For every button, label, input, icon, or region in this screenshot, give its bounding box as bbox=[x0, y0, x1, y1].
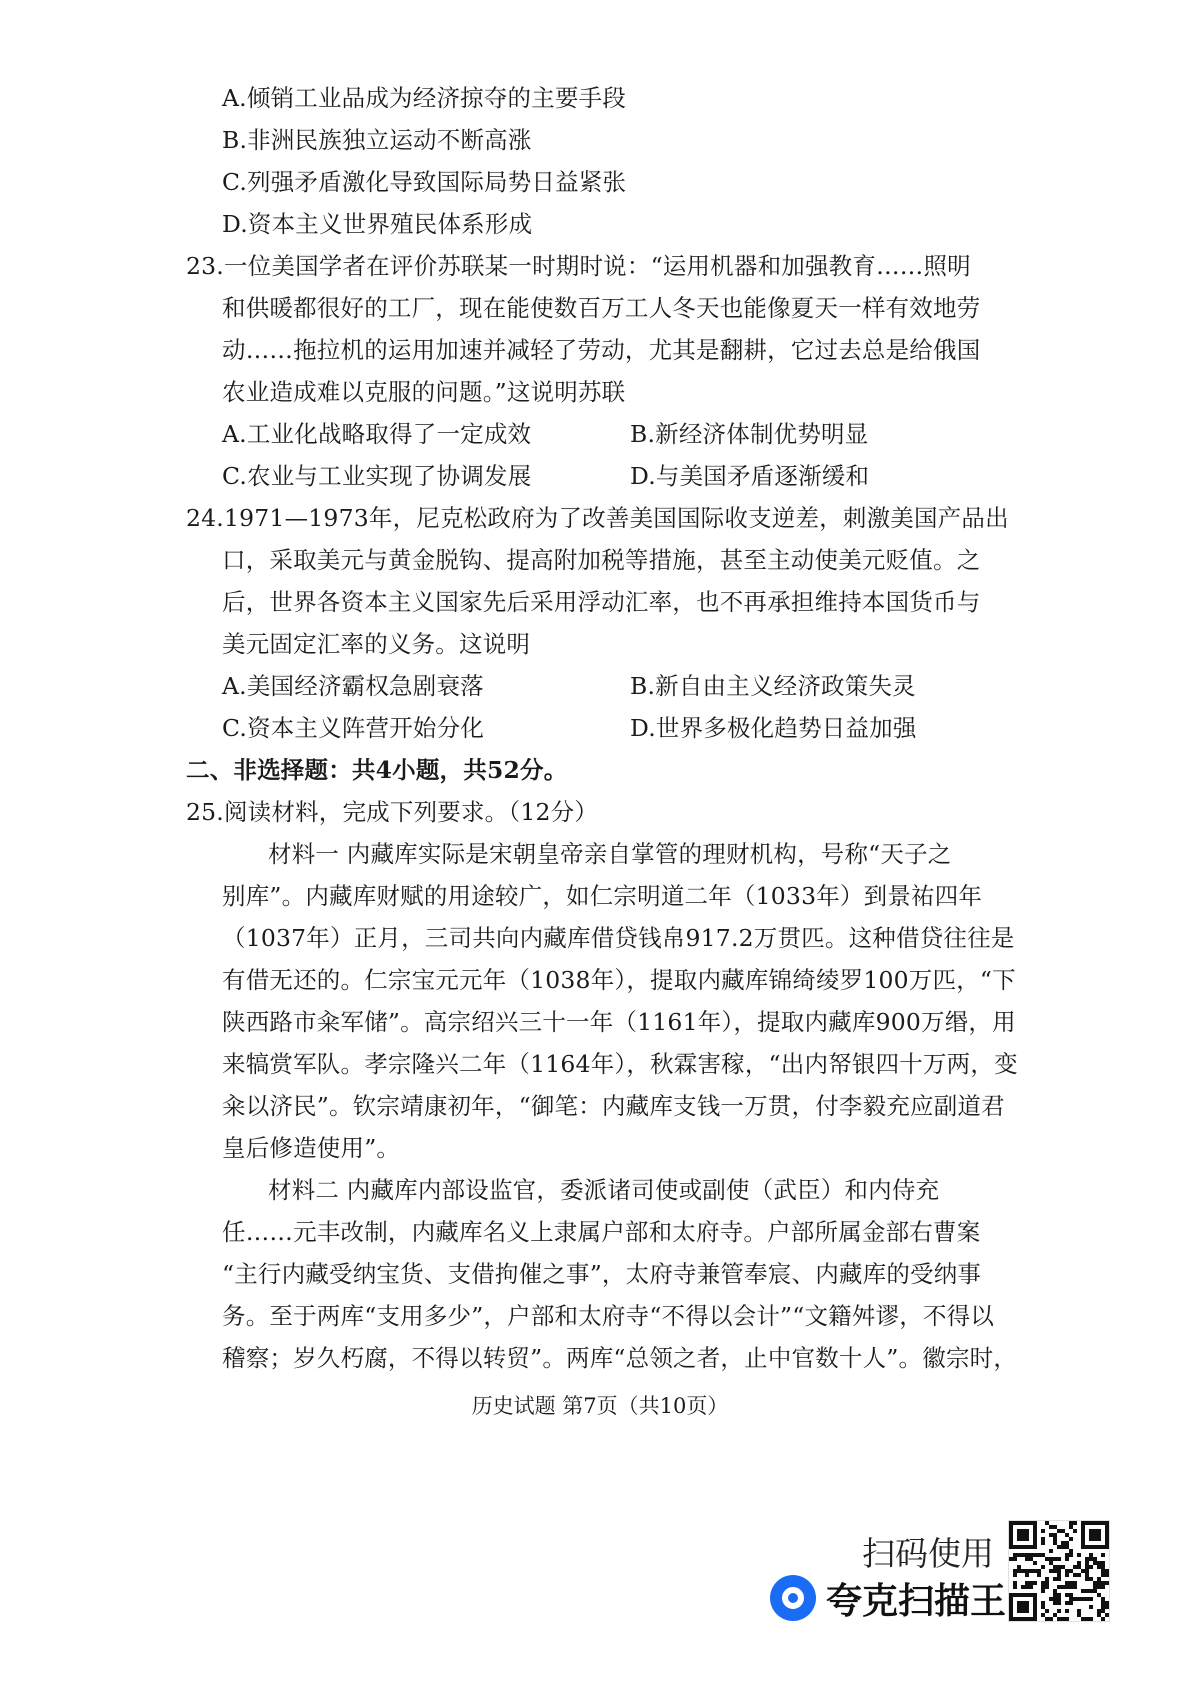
q24-stem-line-2: 口，采取美元与黄金脱钩、提高附加税等措施，甚至主动使美元贬值。之 bbox=[222, 546, 981, 574]
material-1-line-1: 材料一 内藏库实际是宋朝皇帝亲自掌管的理财机构，号称“天子之 bbox=[268, 840, 952, 868]
q24-option-b: B.新自由主义经济政策失灵 bbox=[630, 672, 916, 700]
q23-stem-line-2: 和供暖都很好的工厂，现在能使数百万工人冬天也能像夏天一样有效地劳 bbox=[222, 294, 981, 322]
material-1-line-3: （1037年）正月，三司共向内藏库借贷钱帛917.2万贯匹。这种借贷往往是 bbox=[222, 924, 1015, 952]
q22-option-d: D.资本主义世界殖民体系形成 bbox=[222, 210, 533, 238]
q23-option-b: B.新经济体制优势明显 bbox=[630, 420, 869, 448]
material-1-line-6: 来犒赏军队。孝宗隆兴二年（1164年），秋霖害稼，“出内帑银四十万两，变 bbox=[222, 1050, 1018, 1078]
q24-stem-line-4: 美元固定汇率的义务。这说明 bbox=[222, 630, 531, 658]
scanner-brand-name: 夸克扫描王 bbox=[826, 1580, 1007, 1622]
q23-stem-line-3: 动……拖拉机的运用加速并减轻了劳动，尤其是翻耕，它过去总是给俄国 bbox=[222, 336, 981, 364]
page-footer: 历史试题 第7页（共10页） bbox=[471, 1394, 729, 1418]
q22-option-a: A.倾销工业品成为经济掠夺的主要手段 bbox=[222, 84, 627, 112]
qr-code-icon bbox=[1008, 1520, 1110, 1622]
material-2-line-2: 任……元丰改制，内藏库名义上隶属户部和太府寺。户部所属金部右曹案 bbox=[222, 1218, 981, 1246]
q23-option-c: C.农业与工业实现了协调发展 bbox=[222, 462, 532, 490]
quark-logo-icon bbox=[770, 1575, 816, 1621]
q24-stem-line-1: 24.1971—1973年，尼克松政府为了改善美国国际收支逆差，刺激美国产品出 bbox=[186, 504, 1009, 532]
q24-option-c: C.资本主义阵营开始分化 bbox=[222, 714, 485, 742]
material-1-line-4: 有借无还的。仁宗宝元元年（1038年），提取内藏库锦绮绫罗100万匹，“下 bbox=[222, 966, 1016, 994]
q23-stem-line-1: 23.一位美国学者在评价苏联某一时期时说：“运用机器和加强教育……照明 bbox=[186, 252, 971, 280]
q24-option-a: A.美国经济霸权急剧衰落 bbox=[222, 672, 484, 700]
material-1-line-2: 别库”。内藏库财赋的用途较广，如仁宗明道二年（1033年）到景祐四年 bbox=[222, 882, 983, 910]
material-2-line-1: 材料二 内藏库内部设监官，委派诸司使或副使（武臣）和内侍充 bbox=[268, 1176, 940, 1204]
q24-option-d: D.世界多极化趋势日益加强 bbox=[630, 714, 917, 742]
q23-option-a: A.工业化战略取得了一定成效 bbox=[222, 420, 532, 448]
material-1-line-7: 籴以济民”。钦宗靖康初年，“御笔：内藏库支钱一万贯，付李毅充应副道君 bbox=[222, 1092, 1005, 1120]
scanner-brand bbox=[770, 1572, 1006, 1624]
q23-stem-line-4: 农业造成难以克服的问题。”这说明苏联 bbox=[222, 378, 626, 406]
material-2-line-3: “主行内藏受纳宝货、支借拘催之事”，太府寺兼管奉宸、内藏库的受纳事 bbox=[222, 1260, 982, 1288]
material-1-line-8: 皇后修造使用”。 bbox=[222, 1134, 401, 1162]
section-heading: 二、非选择题：共4小题，共52分。 bbox=[186, 756, 568, 784]
q25-instruction: 25.阅读材料，完成下列要求。（12分） bbox=[186, 798, 599, 826]
scan-tagline: 扫码使用 bbox=[862, 1534, 994, 1573]
q22-option-c: C.列强矛盾激化导致国际局势日益紧张 bbox=[222, 168, 627, 196]
material-1-line-5: 陕西路市籴军储”。高宗绍兴三十一年（1161年），提取内藏库900万缗，用 bbox=[222, 1008, 1016, 1036]
q24-stem-line-3: 后，世界各资本主义国家先后采用浮动汇率，也不再承担维持本国货币与 bbox=[222, 588, 981, 616]
material-2-line-4: 务。至于两库“支用多少”，户部和太府寺“不得以会计”“文籍舛谬，不得以 bbox=[222, 1302, 995, 1330]
q23-option-d: D.与美国矛盾逐渐缓和 bbox=[630, 462, 870, 490]
material-2-line-5: 稽察；岁久朽腐，不得以转贸”。两库“总领之者，止中官数十人”。徽宗时， bbox=[222, 1344, 1018, 1372]
q22-option-b: B.非洲民族独立运动不断高涨 bbox=[222, 126, 532, 154]
